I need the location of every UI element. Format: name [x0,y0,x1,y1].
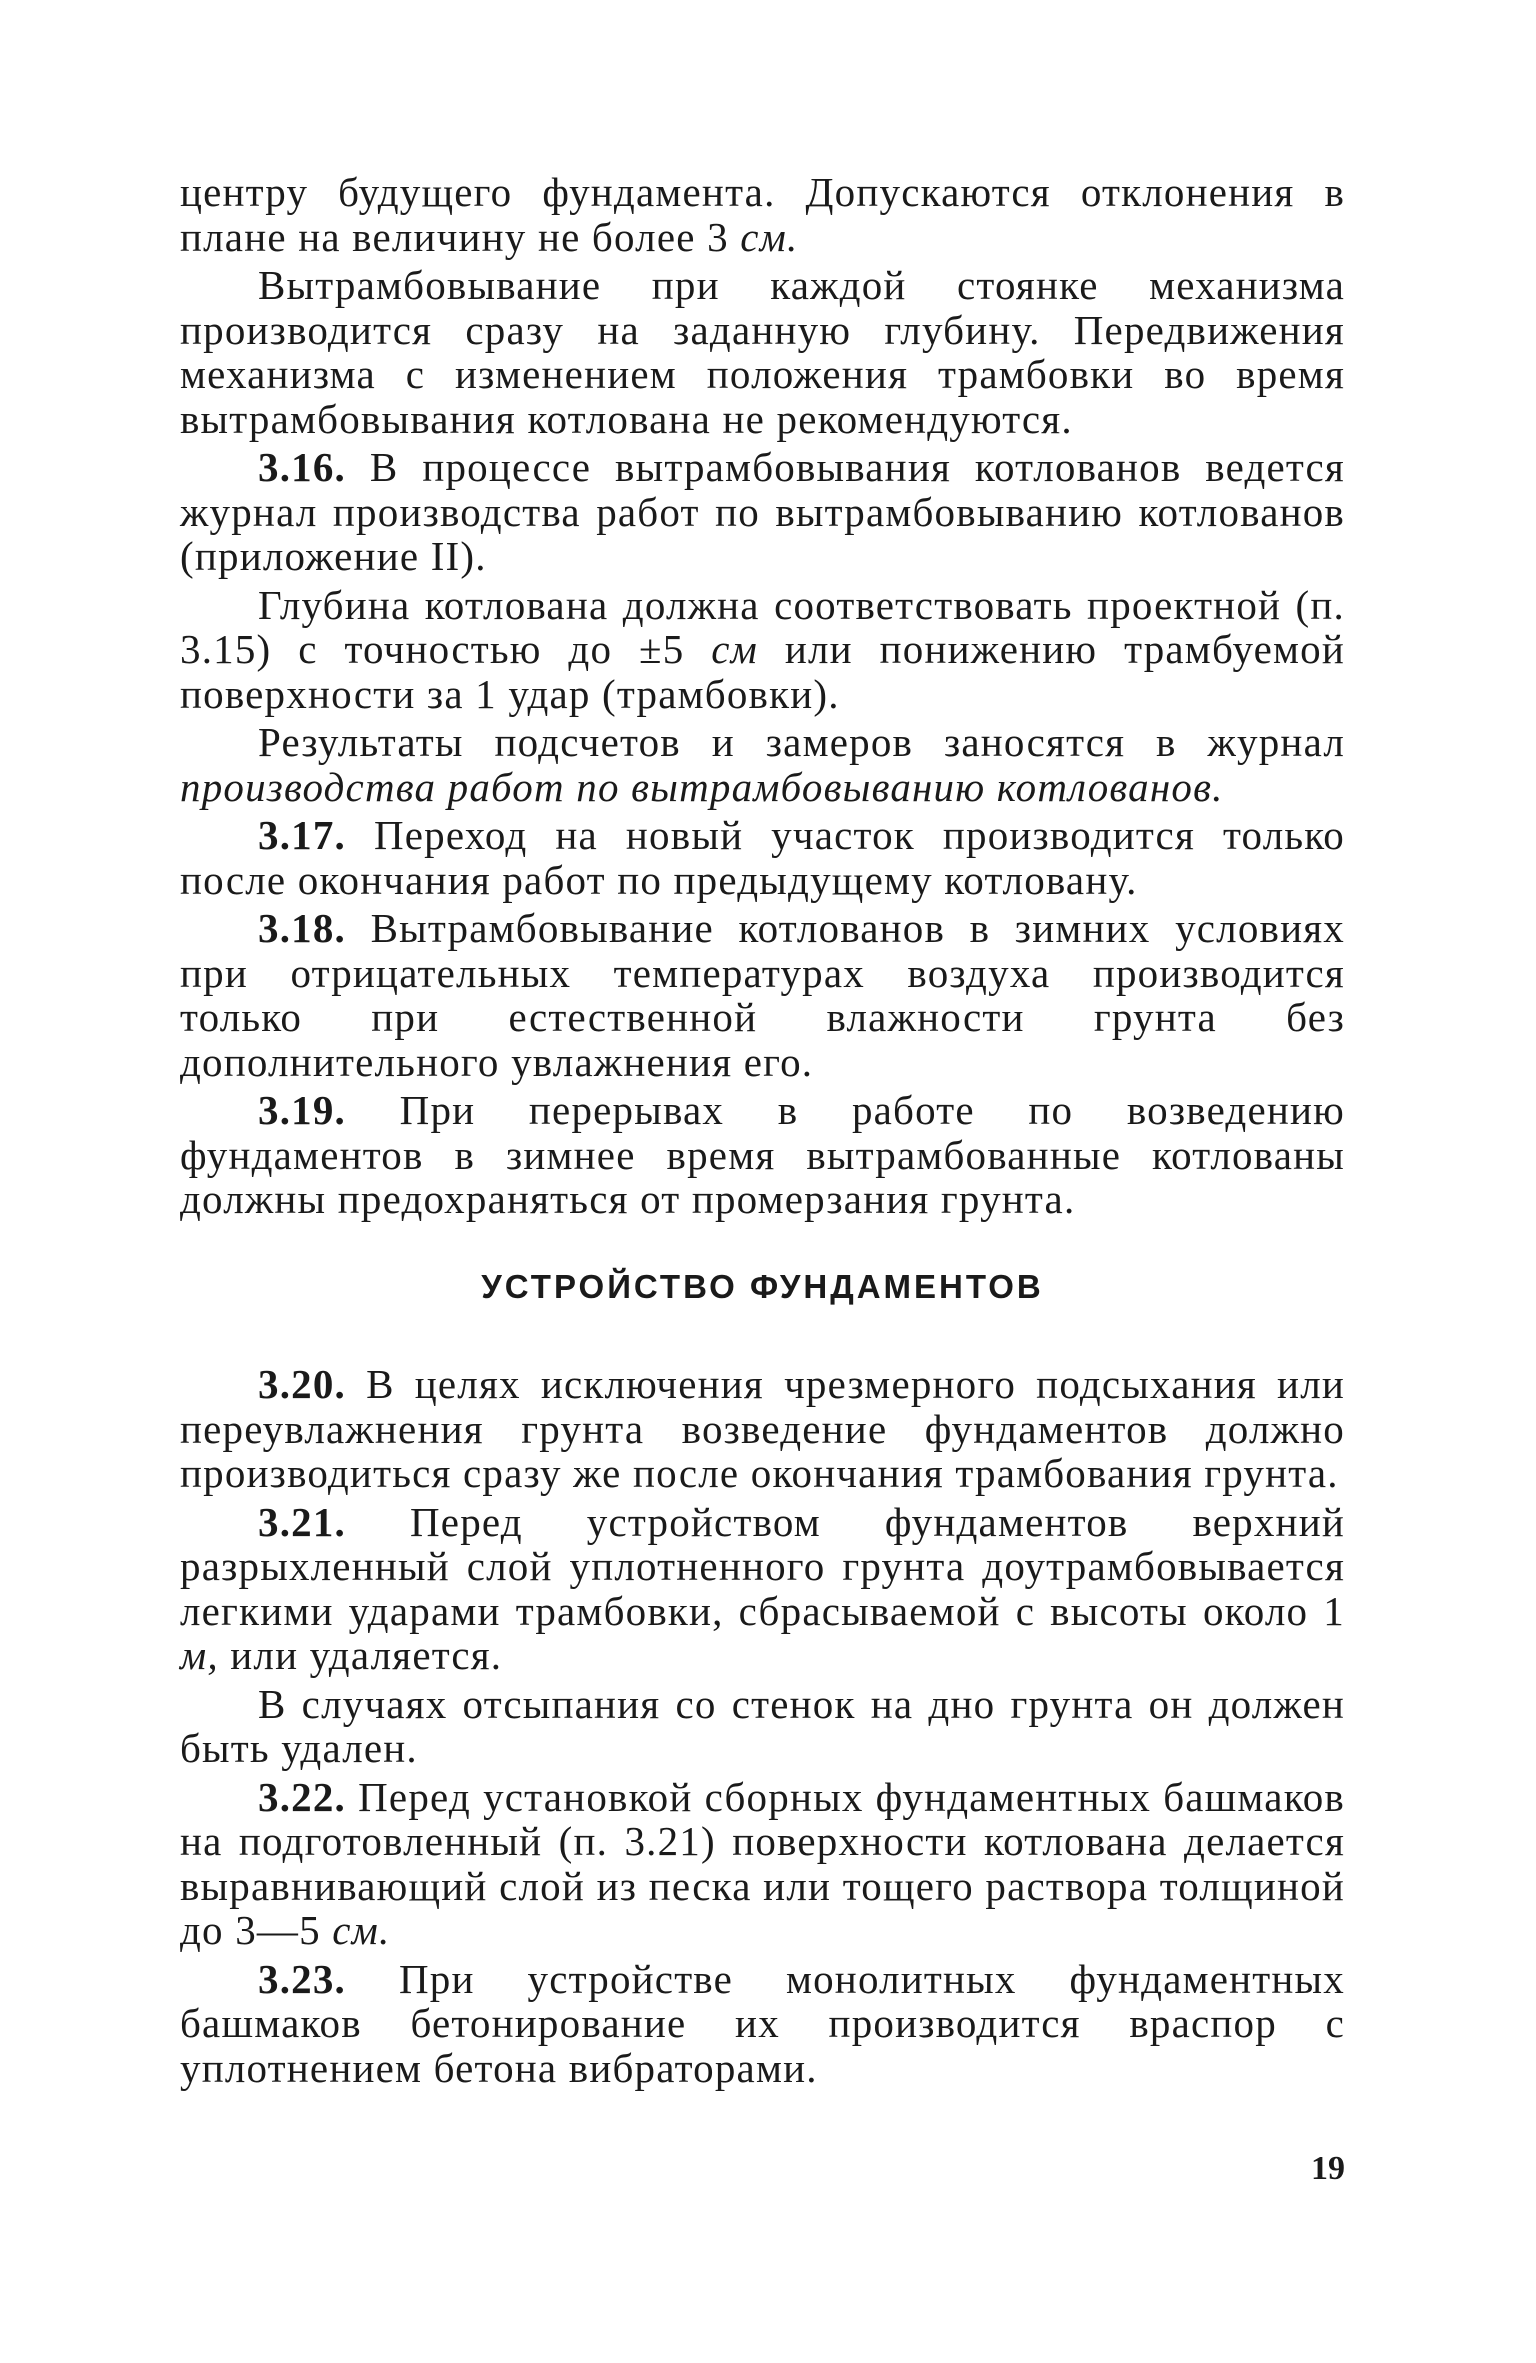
section-heading: УСТРОЙСТВО ФУНДАМЕНТОВ [481,1268,1044,1305]
paragraph-text: Результаты подсчетов и замеров заносятся в журнал [258,719,1345,765]
paragraph-3-23 [180,1957,1345,2091]
unit-text: см [711,626,759,672]
paragraph-3-16 [180,445,1345,579]
unit-text: см. [740,213,799,260]
paragraph-text: Перед устройством фундаментов верхний разрыхленный слой уплотненного грунта доутрамбовывается легкими ударами трамбовки, сбрасываемой с высоты около 1 [180,1498,1345,1634]
paragraph-3-22 [180,1775,1345,1953]
paragraph-text: Вытрамбовывание при каждой стоянке механизма производится сразу на заданную глубину. Передвижения механизма с изменением положения трамбовки во время вытрамбовывания котлована не рекомендуются. [180,262,1345,442]
journal-title: производства работ по вытрамбовыванию котлованов. [180,763,1224,810]
paragraph-foundation-center [180,170,1345,259]
paragraph-3-19 [180,1088,1345,1222]
paragraph-soil-removal [180,1682,1345,1771]
paragraph-text: центру будущего фундамента. Допускаются отклонения в плане на величину не более 3 [180,169,1345,260]
paragraph-text: При устройстве монолитных фундаментных башмаков бетонирование их производится враспор с уплотнением бетона вибраторами. [180,1955,1345,2091]
clause-number: 3.18. [258,905,346,951]
clause-number: 3.16. [258,444,346,490]
clause-number: 3.19. [258,1087,346,1133]
unit-text: см. [332,1907,391,1953]
clause-number: 3.17. [258,812,346,858]
text-section-upper [180,170,1345,1222]
paragraph-text: Вытрамбовывание котлованов в зимних условиях при отрицательных температурах воздуха производится только при естественной влажности грунта без дополнительного увлажнения его. [180,905,1345,1085]
paragraph-text: При перерывах в работе по возведению фундаментов в зимнее время вытрамбованные котлованы должны предохраняться от промерзания грунта. [180,1087,1345,1222]
paragraph-3-18 [180,906,1345,1084]
clause-number: 3.20. [258,1361,346,1407]
paragraph-text: Переход на новый участок производится только после окончания работ по предыдущему котловану. [180,812,1345,903]
page-number: 19 [1311,2150,1345,2187]
clause-number: 3.23. [258,1955,346,2002]
paragraph-text: или понижению трамбуемой поверхности за 1 удар (трамбовки). [180,626,1345,717]
unit-text: м, [180,1632,219,1678]
paragraph-3-21 [180,1500,1345,1678]
paragraph-text: В процессе вытрамбовывания котлованов ведется журнал производства работ по вытрамбовыванию котлованов (приложение II). [180,444,1345,579]
paragraph-text: В случаях отсыпания со стенок на дно грунта он должен быть удален. [180,1680,1345,1771]
paragraph-results [180,720,1345,809]
text-section-lower [180,1362,1345,2090]
clause-number: 3.22. [258,1773,346,1820]
paragraph-text: или удаляется. [218,1632,503,1678]
paragraph-3-20 [180,1362,1345,1496]
paragraph-depth [180,583,1345,717]
paragraph-ramming [180,263,1345,441]
paragraph-3-17 [180,813,1345,902]
clause-number: 3.21. [258,1498,346,1545]
paragraph-text: В целях исключения чрезмерного подсыхания или переувлажнения грунта возведение фундаментов должно производиться сразу же после окончания трамбования грунта. [180,1361,1345,1496]
paragraph-text: Перед установкой сборных фундаментных башмаков на подготовленный (п. 3.21) поверхности котлована делается выравнивающий слой из песка или тощего раствора толщиной до 3—5 [180,1773,1345,1953]
paragraph-text: Глубина котлована должна соответствовать проектной (п. 3.15) с точностью до ±5 [180,581,1345,672]
